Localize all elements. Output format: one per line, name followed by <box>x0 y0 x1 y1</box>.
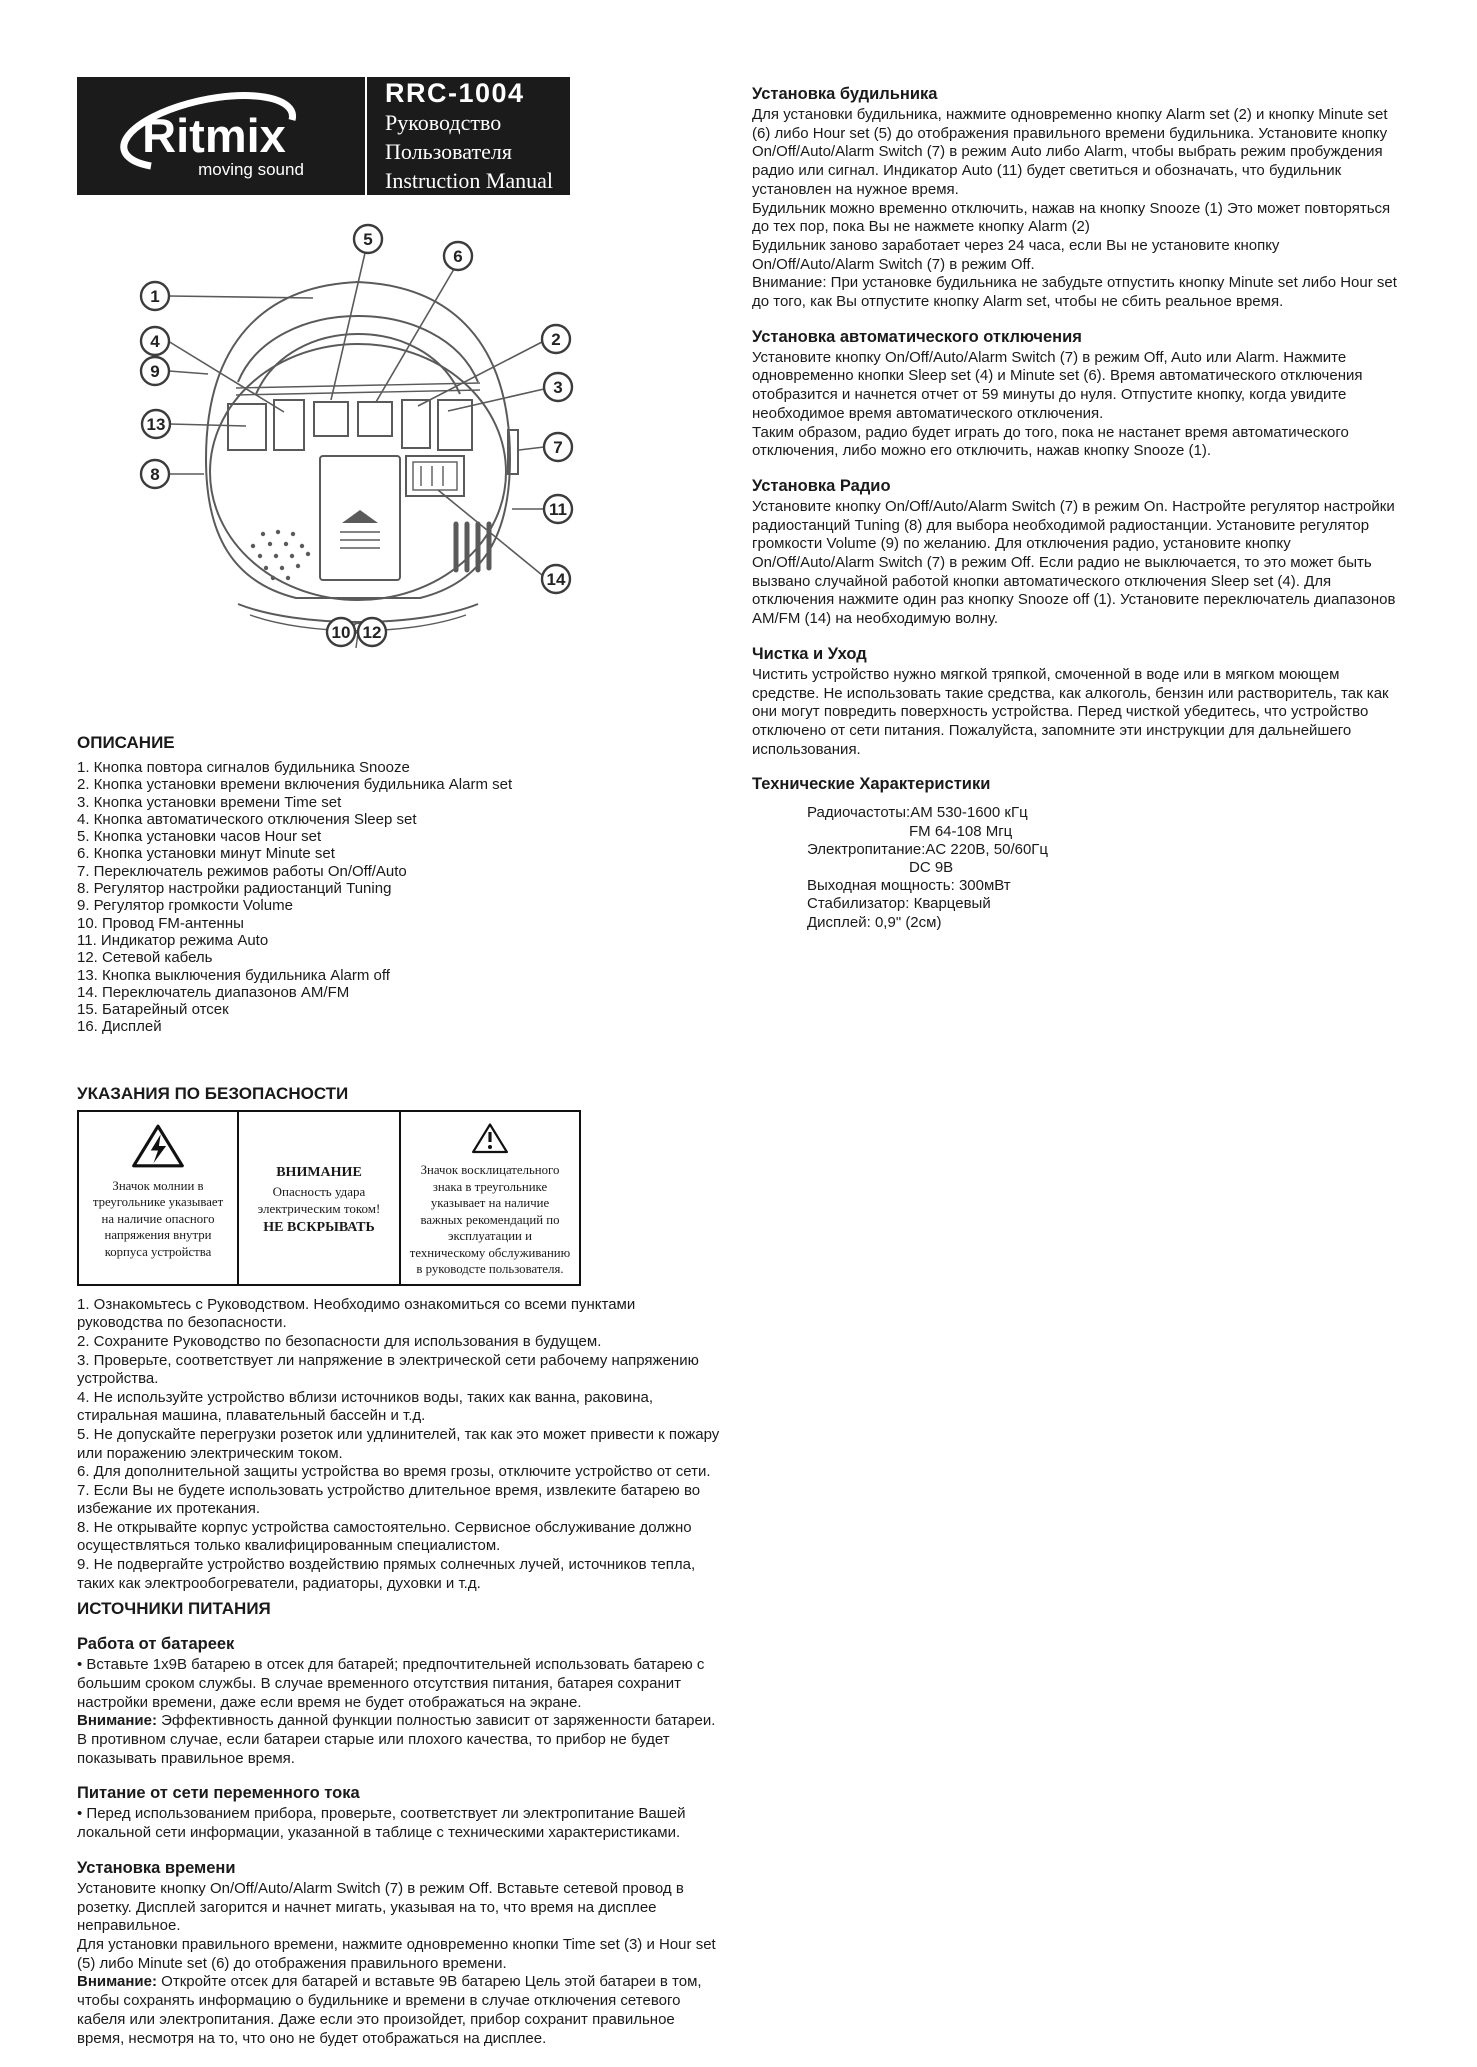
speaker-grille <box>251 530 310 580</box>
auto-off-section-title: Установка автоматического отключения <box>752 327 1082 346</box>
safety-rule: 8. Не открывайте корпус устройства самостоятельно. Сервисное обслуживание должно осуществляться только квалифицированным специалистом. <box>77 1518 692 1555</box>
paragraph: Чистить устройство нужно мягкой тряпкой, смоченной в воде или в мягком моющем средстве. Не использовать такие средства, как алкоголь, бензин или растворитель, так как они могут повредить поверхность устройства. Перед чисткой убедитесь, что устройство отключено от сети питания. Пожалуйста, запомните эти инструкции для дальнейшего использования. <box>752 665 1389 758</box>
spec-row <box>807 823 1403 841</box>
list-item: 8. Регулятор настройки радиостанций Tuning <box>77 880 392 898</box>
safety-rule: 3. Проверьте, соответствует ли напряжение в электрической сети рабочему напряжению устройства. <box>77 1351 699 1388</box>
list-item: 6. Кнопка установки минут Minute set <box>77 845 335 863</box>
button-alarm-off <box>228 404 266 450</box>
svg-text:13: 13 <box>146 415 166 434</box>
spec-row <box>807 859 1403 877</box>
warning-cell-exclamation <box>401 1112 579 1284</box>
safety-rule: 1. Ознакомьтесь с Руководством. Необходимо ознакомиться со всеми пунктами руководства по безопасности. <box>77 1295 636 1332</box>
list-item: 16. Дисплей <box>77 1018 162 1036</box>
button-hour-set <box>314 402 348 436</box>
svg-text:5: 5 <box>363 230 373 249</box>
callout-8 <box>141 460 169 488</box>
safety-rule: 9. Не подвергайте устройство воздействию прямых солнечных лучей, источников тепла, таких как электрообогреватели, радиаторы, духовки и т.д. <box>77 1556 696 1592</box>
callout-2 <box>542 325 570 353</box>
list-item: 10. Провод FM-антенны <box>77 914 244 932</box>
device-topbar-1 <box>236 383 480 388</box>
paragraph: Будильник можно временно отключить, нажав на кнопку Snooze (1) Это может повторяться до тех пор, пока Вы не нажмете кнопку Alarm (2) <box>752 199 1391 236</box>
paragraph-lead: Внимание: <box>77 1973 157 1991</box>
power-title: ИСТОЧНИКИ ПИТАНИЯ <box>77 1599 271 1619</box>
list-item: 9. Регулятор громкости Volume <box>77 897 293 915</box>
device-diagram <box>88 203 708 665</box>
paragraph: Таким образом, радио будет играть до того, пока не настанет время автоматического отключения, либо можно его отключить, нажав кнопку Snooze (1). <box>752 423 1349 460</box>
amfm-switch-bars <box>421 466 443 486</box>
warning-center-text: Опасность удара электрическим током! <box>257 1183 381 1216</box>
list-item: 12. Сетевой кабель <box>77 949 213 967</box>
callout-4 <box>141 327 169 355</box>
safety-rule: 5. Не допускайте перегрузки розеток или удлинителей, так как это может привести к пожару или поражению электрическим током. <box>77 1425 720 1462</box>
safety-rule: 2. Сохраните Руководство по безопасности для использования в будущем. <box>77 1332 602 1350</box>
header-titles <box>367 78 570 195</box>
callout-7 <box>544 433 572 461</box>
description-list <box>77 759 725 1036</box>
svg-text:11: 11 <box>549 500 567 519</box>
leader-lines <box>168 253 544 627</box>
warning-center-title: ВНИМАНИЕ <box>276 1164 362 1180</box>
svg-text:12: 12 <box>362 623 382 642</box>
spec-row <box>807 914 1403 932</box>
battery-door-grip <box>340 532 380 548</box>
model-title: RRC-1004 <box>385 77 525 108</box>
svg-text:9: 9 <box>150 362 160 381</box>
paragraph: Установите кнопку On/Off/Auto/Alarm Switch (7) в режим On. Настройте регулятор настройки радиостанций Tuning (8) для выбора необходимой радиостанции. Установите регулятор громкости Volume (9) по желанию. Для отключения радио, установите кнопку On/Off/Auto/Alarm Switch (7) в режим Off. Если радио не выключается, то это может быть вызвано случайной работой кнопки автоматического отключения Sleep set (4). Для отключения нажмите один раз кнопку Snooze off (1). Установите переключатель диапазонов AM/FM (14) на необходимую волну. <box>752 497 1396 628</box>
list-item: 13. Кнопка выключения будильника Alarm off <box>77 966 390 984</box>
warning-center-warning: НЕ ВСКРЫВАТЬ <box>263 1219 375 1235</box>
ritmix-logo-art <box>96 86 346 186</box>
svg-text:2: 2 <box>551 330 561 349</box>
svg-text:3: 3 <box>553 378 563 397</box>
list-item: 15. Батарейный отсек <box>77 1001 229 1019</box>
paragraph-lead: Внимание: <box>77 1712 157 1730</box>
device-face <box>210 344 506 600</box>
subtitle-ru: Руководство Пользователя <box>385 109 512 164</box>
list-item: 11. Индикатор режима Auto <box>77 931 269 949</box>
spec-value: FM 64-108 Мгц <box>909 822 1013 840</box>
safety-title: УКАЗАНИЯ ПО БЕЗОПАСНОСТИ <box>77 1083 349 1103</box>
battery-door-arrow <box>342 510 378 523</box>
spec-value: DC 9В <box>909 859 954 876</box>
list-item: 7. Переключатель режимов работы On/Off/Auto <box>77 862 407 880</box>
paragraph: • Перед использованием прибора, проверьте, соответствует ли электропитание Вашей локальной сети информации, указанной в таблице с техническими характеристиками. <box>77 1805 686 1842</box>
paragraph <box>77 1712 725 1768</box>
svg-text:8: 8 <box>150 465 160 484</box>
callout-1 <box>141 282 169 310</box>
button-sleep-set <box>274 400 304 450</box>
paragraph: Для установки правильного времени, нажмите одновременно кнопки Time set (3) и Hour set (5) либо Minute set (6) до отображения правильного времени. <box>77 1935 716 1972</box>
svg-text:6: 6 <box>453 247 463 266</box>
manual-header <box>77 77 570 195</box>
spec-value: AC 220В, 50/60Гц <box>925 840 1049 858</box>
safety-rule: 7. Если Вы не будете использовать устройство длительное время, извлеките батарею во избежание их протекания. <box>77 1481 701 1518</box>
left-column <box>77 733 725 2048</box>
spec-value: AM 530-1600 кГц <box>910 804 1028 822</box>
subtitle-en: Instruction Manual <box>385 167 554 193</box>
spec-row <box>807 877 1403 895</box>
spec-label: Электропитание: <box>807 840 926 858</box>
ac-section-title: Питание от сети переменного тока <box>77 1784 360 1803</box>
list-item: 1. Кнопка повтора сигналов будильника Snooze <box>77 759 410 776</box>
spec-label <box>807 823 909 841</box>
paragraph: • Вставьте 1x9В батарею в отсек для батарей; предпочтительней использовать батарею с большим сроком службы. В случае временного отсутствия питания, батарея сохранит настройки времени, даже если время не будет отображаться на экране. <box>77 1656 705 1711</box>
device-base-1 <box>238 604 478 622</box>
alarm-section-title: Установка будильника <box>752 85 938 103</box>
callout-14 <box>542 565 570 593</box>
callout-9 <box>141 357 169 385</box>
right-column <box>752 85 1403 932</box>
device-body <box>206 282 510 598</box>
spec-row <box>807 804 1403 822</box>
list-item: 14. Переключатель диапазонов AM/FM <box>77 983 350 1001</box>
paragraph: Установите кнопку On/Off/Auto/Alarm Switch (7) в режим Off, Auto или Alarm. Нажмите одновременно кнопки Sleep set (4) и Minute set (6). Время автоматического отключения отобразится и начнется отчет от 59 минуты до нуля. Отпустите кнопку, когда увидите необходимое время автоматического отключения. <box>752 348 1363 422</box>
paragraph: Будильник заново заработает через 24 часа, если Вы не установите кнопку On/Off/Auto/Alarm Switch (7) в режим Off. <box>752 236 1280 273</box>
callout-12 <box>358 618 386 646</box>
radio-section-title: Установка Радио <box>752 476 891 495</box>
list-item: 3. Кнопка установки времени Time set <box>77 793 342 811</box>
spec-label: Выходная мощность: 300мВт <box>807 877 1011 895</box>
time-section-title: Установка времени <box>77 1858 236 1877</box>
svg-text:4: 4 <box>150 332 160 351</box>
callout-3 <box>544 373 572 401</box>
spec-row <box>807 895 1403 913</box>
svg-text:10: 10 <box>331 623 351 642</box>
paragraph-text: Эффективность данной функции полностью зависит от заряженности батареи. В противном случае, если батареи старые или плохого качества, то прибор не будет показывать правильное время. <box>77 1712 716 1767</box>
svg-text:14: 14 <box>546 570 566 589</box>
battery-section-title: Работа от батареек <box>77 1635 235 1654</box>
callout-11 <box>544 495 572 523</box>
button-time-set <box>438 400 472 450</box>
callout-6 <box>444 242 472 270</box>
spec-label <box>807 859 909 877</box>
warning-text-exclamation: Значок восклицательного знака в треугольнике указывает на наличие важных рекомендаций по эксплуатации и техническому обслуживанию в руководсте пользователя. <box>409 1163 571 1277</box>
button-alarm-set <box>402 400 430 448</box>
warning-cell-lightning <box>79 1112 239 1284</box>
ritmix-logo <box>77 77 365 195</box>
logo-wordmark: Ritmix <box>142 109 286 162</box>
paragraph: Внимание: При установке будильника не забудьте отпустить кнопку Minute set либо Hour set до того, как Вы отпустите кнопку Alarm set, чтобы не сбить реальное время. <box>752 274 1397 311</box>
safety-rule: 4. Не используйте устройство вблизи источников воды, таких как ванна, раковина, стиральная машина, плавательный бассейн и т.д. <box>77 1388 653 1425</box>
specs-table <box>752 804 1403 931</box>
specs-title: Технические Характеристики <box>752 775 991 794</box>
lightning-triangle-icon <box>131 1122 185 1170</box>
spec-label: Радиочастоты: <box>807 804 911 822</box>
svg-text:1: 1 <box>150 287 160 306</box>
device-handle-outer <box>238 316 478 382</box>
list-item: 4. Кнопка автоматического отключения Sleep set <box>77 810 417 828</box>
safety-rules <box>77 1296 725 1594</box>
callout-5 <box>354 225 382 253</box>
callout-10 <box>327 618 355 646</box>
logo-tagline: moving sound <box>198 160 304 179</box>
paragraph: Установите кнопку On/Off/Auto/Alarm Switch (7) в режим Off. Вставьте сетевой провод в розетку. Дисплей загорится и начнет мигать, указывая на то, что время на дисплее неправильное. <box>77 1879 684 1935</box>
device-diagram-art <box>88 203 708 665</box>
warning-cell-center <box>239 1112 401 1284</box>
safety-rule: 6. Для дополнительной защиты устройства во время грозы, отключите устройство от сети. <box>77 1463 711 1481</box>
callout-13 <box>142 410 170 438</box>
spec-label: Дисплей: 0,9" (2см) <box>807 913 942 931</box>
spec-row <box>807 841 1403 859</box>
spec-label: Стабилизатор: Кварцевый <box>807 895 991 913</box>
description-title: ОПИСАНИЕ <box>77 733 175 752</box>
paragraph <box>77 1973 725 2048</box>
paragraph-text: Откройте отсек для батарей и вставьте 9В батарею Цель этой батареи в том, чтобы сохранять информацию о будильнике и времени в случае отключения сетевого кабеля или электропитания. Даже если это произойдет, прибор сохранит правильное время, несмотря на то, что оно не будет отображаться на дисплее. <box>77 1973 702 2047</box>
svg-text:7: 7 <box>553 438 563 457</box>
paragraph: Для установки будильника, нажмите одновременно кнопку Alarm set (2) и кнопку Minute set (6) либо Hour set (5) до отображения правильного времени будильника. Установите кнопку On/Off/Auto/Alarm Switch (7) в режим Auto либо Alarm, чтобы выбрать режим пробуждения радио или сигнал. Индикатор Auto (11) будет светиться и обозначать, что будильник установлен на нужное время. <box>752 106 1388 198</box>
warning-text-lightning: Значок молнии в треугольнике указывает на наличие опасного напряжения внутри корпуса устройства <box>92 1178 224 1259</box>
list-item: 5. Кнопка установки часов Hour set <box>77 828 322 846</box>
warning-table <box>77 1110 581 1286</box>
button-minute-set <box>358 402 392 436</box>
amfm-switch-inner <box>413 462 457 490</box>
exclamation-triangle-icon <box>463 1122 517 1155</box>
list-item: 2. Кнопка установки времени включения будильника Alarm set <box>77 776 513 794</box>
care-section-title: Чистка и Уход <box>752 644 867 663</box>
